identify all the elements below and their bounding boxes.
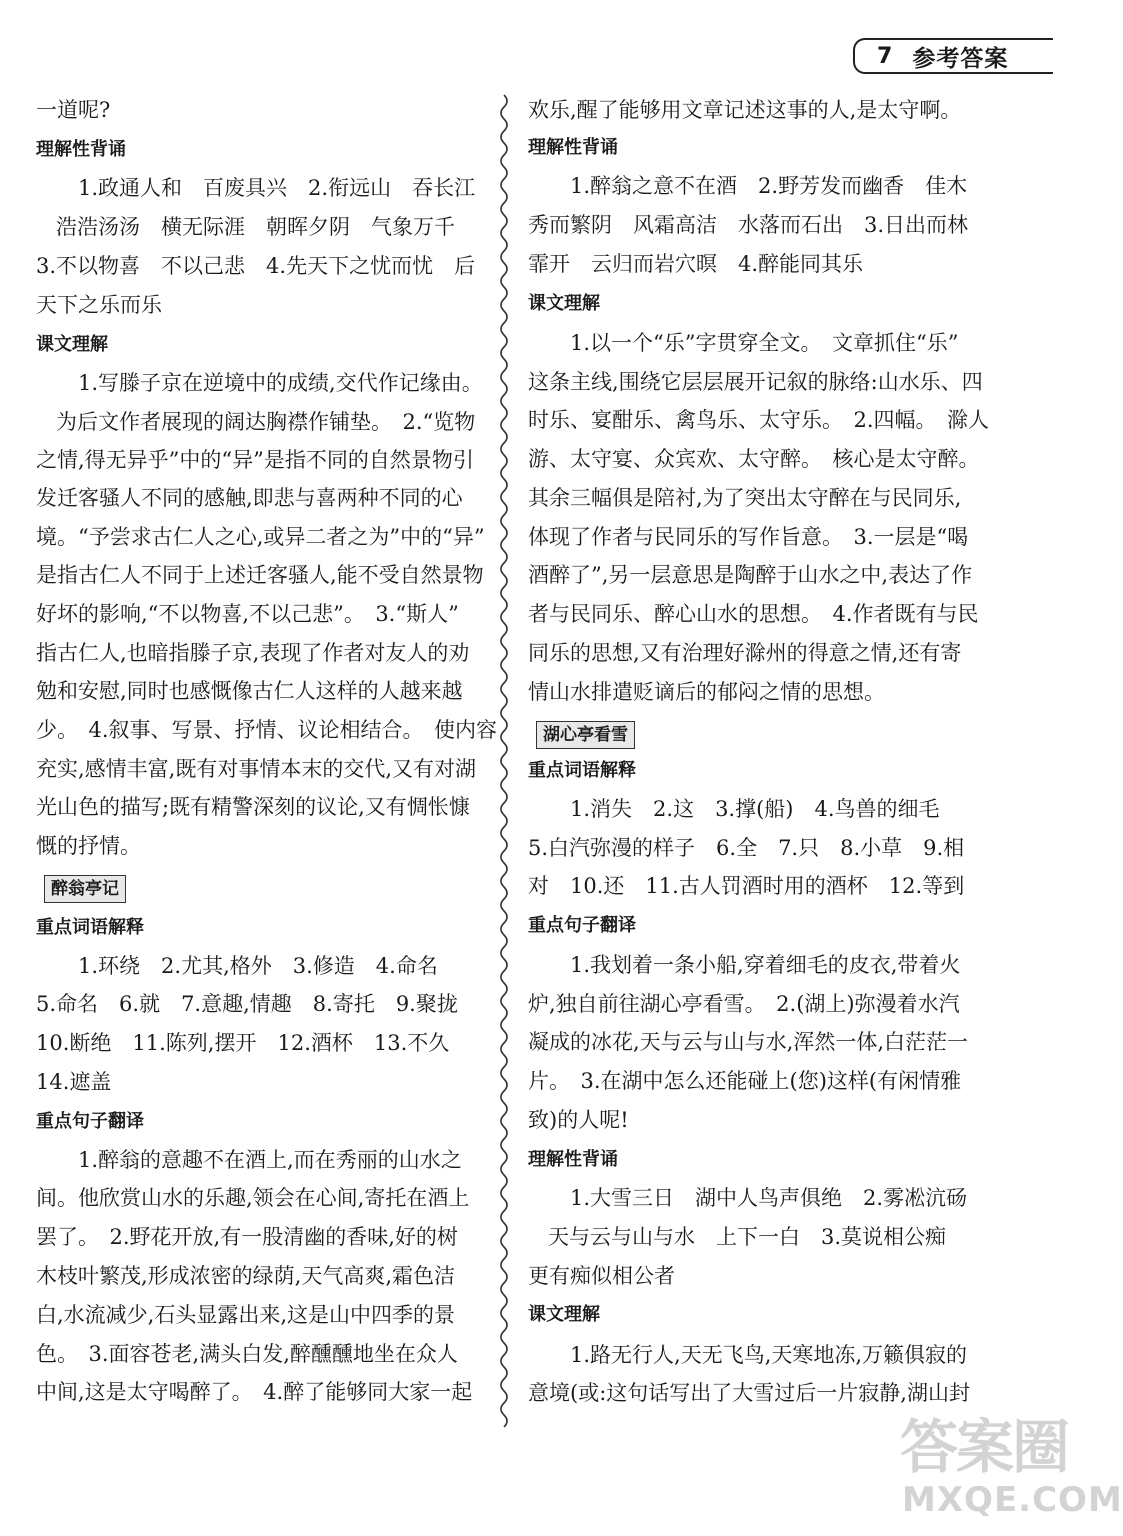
text-line: 1.路无行人,天无飞鸟,天寒地冻,万籁俱寂的 [570, 1343, 968, 1367]
text-line: 酒醉了”,另一层意思是陶醉于山水之中,表达了作 [528, 563, 973, 587]
text-line: 木枝叶繁茂,形成浓密的绿荫,天气高爽,霜色洁 [36, 1264, 456, 1288]
text-line: 秀而繁阴 风霜高洁 水落而石出 3.日出而林 [528, 213, 969, 237]
text-line: 1.消失 2.这 3.撑(船) 4.鸟兽的细毛 [570, 797, 940, 821]
text-line: 1.我划着一条小船,穿着细毛的皮衣,带着火 [570, 953, 961, 977]
watermark-url: MXQE.COM [902, 1480, 1123, 1520]
subsection-heading: 课文理解 [36, 334, 108, 355]
text-line: 游、太守宴、众宾欢、太守醉。 核心是太守醉。 [528, 447, 980, 471]
subsection-heading: 重点句子翻译 [36, 1111, 144, 1132]
subsection-heading: 理解性背诵 [36, 139, 126, 160]
text-line: 发迁客骚人不同的感触,即悲与喜两种不同的心 [36, 486, 463, 510]
text-line: 时乐、宴酣乐、禽鸟乐、太守乐。 2.四幅。 滁人 [528, 408, 990, 432]
subsection-heading: 重点词语解释 [36, 917, 144, 938]
wavy-column-divider [494, 95, 514, 1425]
text-line: 者与民同乐、醉心山水的思想。 4.作者既有与民 [528, 602, 979, 626]
section-title: 醉翁亭记 [44, 875, 126, 903]
text-line: 凝成的冰花,天与云与山与水,浑然一体,白茫茫一 [528, 1030, 969, 1054]
text-line: 色。 3.面容苍老,满头白发,醉醺醺地坐在众人 [36, 1342, 458, 1366]
text-line: 1.大雪三日 湖中人鸟声俱绝 2.雾凇沆砀 [570, 1186, 968, 1210]
text-line: 勉和安慰,同时也感慨像古仁人这样的人越来越 [36, 679, 463, 703]
text-line: 1.政通人和 百废具兴 2.衔远山 吞长江 [78, 176, 476, 200]
text-line: 光山色的描写;既有精警深刻的议论,又有惆怅慷 [36, 795, 470, 819]
text-line: 5.命名 6.就 7.意趣,情趣 8.寄托 9.聚拢 [36, 992, 458, 1016]
text-line: 3.不以物喜 不以己悲 4.先天下之忧而忧 后 [36, 254, 476, 278]
text-line: 炉,独自前往湖心亭看雪。 2.(湖上)弥漫着水汽 [528, 992, 960, 1016]
subsection-heading: 课文理解 [528, 1304, 600, 1325]
text-line: 对 10.还 11.古人罚酒时用的酒杯 12.等到 [528, 874, 965, 898]
text-line: 1.以一个“乐”字贯穿全文。 文章抓住“乐” [570, 331, 959, 355]
header-title: 参考答案 [912, 45, 1009, 72]
text-line: 情山水排遣贬谪后的郁闷之情的思想。 [528, 680, 885, 704]
watermark-logo: 答案圈 [900, 1413, 1069, 1481]
text-line: 1.醉翁的意趣不在酒上,而在秀丽的山水之 [78, 1148, 462, 1172]
section-title: 湖心亭看雪 [536, 721, 635, 749]
text-line: 之情,得无异乎”中的“异”是指不同的自然景物引 [36, 448, 474, 472]
text-line: 同乐的思想,又有治理好滁州的得意之情,还有寄 [528, 641, 962, 665]
text-line: 体现了作者与民同乐的写作旨意。 3.一层是“喝 [528, 525, 969, 549]
text-line: 10.断绝 11.陈列,摆开 12.酒杯 13.不久 [36, 1031, 450, 1055]
text-line: 1.写滕子京在逆境中的成绩,交代作记缘由。 [78, 371, 483, 395]
text-line: 更有痴似相公者 [528, 1264, 675, 1288]
page-number: 7 [877, 43, 893, 69]
text-line: 境。“予尝求古仁人之心,或异二者之为”中的“异” [36, 525, 485, 549]
text-line: 天与云与山与水 上下一白 3.莫说相公痴 [548, 1225, 947, 1249]
subsection-heading: 理解性背诵 [528, 137, 618, 158]
text-line: 这条主线,围绕它层层展开记叙的脉络:山水乐、四 [528, 370, 983, 394]
text-line: 中间,这是太守喝醉了。 4.醉了能够同大家一起 [36, 1380, 473, 1404]
text-line: 片。 3.在湖中怎么还能碰上(您)这样(有闲情雅 [528, 1069, 962, 1093]
text-line: 其余三幅俱是陪衬,为了突出太守醉在与民同乐, [528, 486, 962, 510]
text-line: 少。 4.叙事、写景、抒情、议论相结合。 使内容 [36, 718, 498, 742]
subsection-heading: 重点句子翻译 [528, 915, 636, 936]
subsection-heading: 理解性背诵 [528, 1149, 618, 1170]
text-line: 1.醉翁之意不在酒 2.野芳发而幽香 佳木 [570, 174, 968, 198]
page-header-tab [853, 38, 1053, 74]
subsection-heading: 课文理解 [528, 293, 600, 314]
text-line: 为后文作者展现的阔达胸襟作铺垫。 2.“览物 [56, 410, 476, 434]
text-line: 天下之乐而乐 [36, 293, 162, 317]
text-line: 霏开 云归而岩穴暝 4.醉能同其乐 [528, 252, 864, 276]
text-line: 好坏的影响,“不以物喜,不以己悲”。 3.“斯人” [36, 602, 459, 626]
text-line: 间。他欣赏山水的乐趣,领会在心间,寄托在酒上 [36, 1186, 470, 1210]
text-line: 白,水流减少,石头显露出来,这是山中四季的景 [36, 1303, 456, 1327]
text-line: 欢乐,醒了能够用文章记述这事的人,是太守啊。 [528, 98, 962, 122]
text-line: 意境(或:这句话写出了大雪过后一片寂静,湖山封 [528, 1381, 970, 1405]
site-watermark [900, 1400, 1123, 1530]
text-line: 5.白汽弥漫的样子 6.全 7.只 8.小草 9.相 [528, 836, 965, 860]
text-line: 是指古仁人不同于上述迁客骚人,能不受自然景物 [36, 563, 484, 587]
text-line: 1.环绕 2.尤其,格外 3.修造 4.命名 [78, 954, 438, 978]
text-line: 罢了。 2.野花开放,有一股清幽的香味,好的树 [36, 1225, 458, 1249]
text-line: 浩浩汤汤 横无际涯 朝晖夕阴 气象万千 [56, 215, 455, 239]
text-line: 14.遮盖 [36, 1070, 112, 1094]
text-line: 一道呢? [36, 98, 111, 122]
text-line: 致)的人呢! [528, 1108, 629, 1132]
subsection-heading: 重点词语解释 [528, 760, 636, 781]
text-line: 慨的抒情。 [36, 834, 141, 858]
text-line: 充实,感情丰富,既有对事情本末的交代,又有对湖 [36, 757, 477, 781]
text-line: 指古仁人,也暗指滕子京,表现了作者对友人的劝 [36, 641, 470, 665]
